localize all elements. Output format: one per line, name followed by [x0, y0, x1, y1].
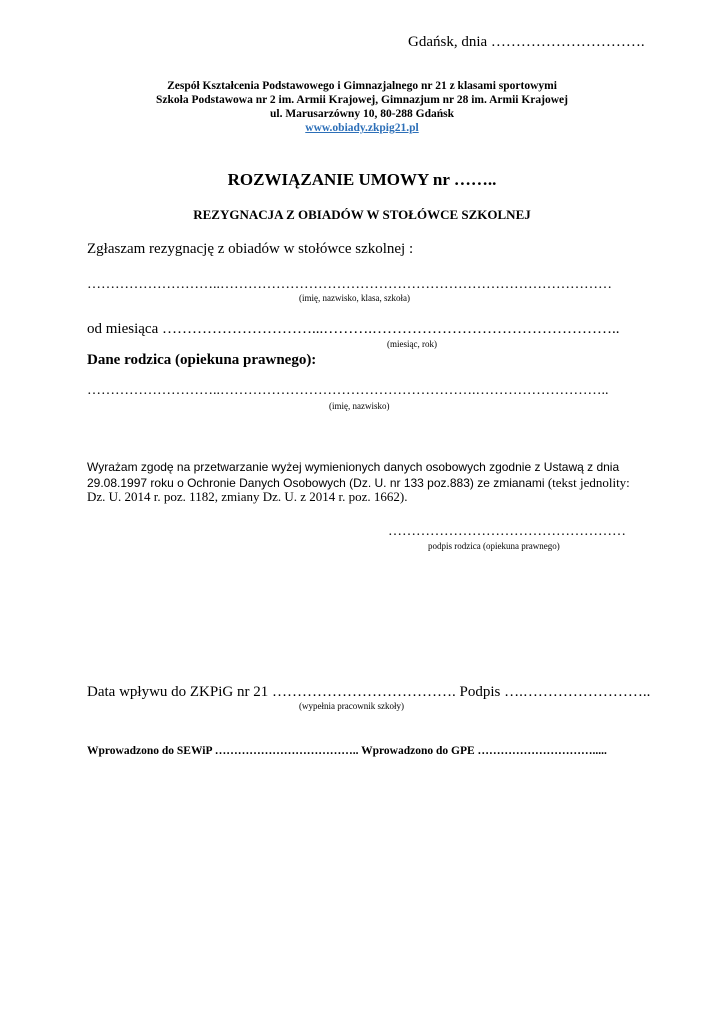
- school-address: ul. Marusarzówny 10, 80-288 Gdańsk: [269, 108, 455, 120]
- consent-line-3: Dz. U. 2014 r. poz. 1182, zmiany Dz. U. z 2014 r. poz. 1662).: [87, 489, 408, 504]
- consent-line-2a: 29.08.1997 roku o Ochronie Danych Osobowych (Dz. U. nr 133 poz.883) ze zmianami: [87, 476, 545, 490]
- student-data-field[interactable]: ………………………..…………………………………………………………………………: [87, 277, 612, 292]
- parent-heading: Dane rodzica (opiekuna prawnego):: [87, 352, 317, 368]
- receipt-caption: (wypełnia pracownik szkoły): [299, 701, 404, 711]
- school-website-link[interactable]: www.obiady.zkpig21.pl: [305, 122, 419, 134]
- page-title: ROZWIĄZANIE UMOWY nr ……..: [227, 170, 497, 189]
- parent-signature-caption: podpis rodzica (opiekuna prawnego): [428, 541, 560, 551]
- parent-signature-field[interactable]: ……………………………………………: [388, 524, 626, 539]
- consent-line-2b: (tekst jednolity:: [544, 475, 630, 490]
- month-caption: (miesiąc, rok): [387, 339, 437, 349]
- date-line: Gdańsk, dnia ………………………….: [408, 34, 645, 50]
- school-subunits: Szkoła Podstawowa nr 2 im. Armii Krajowej, Gimnazjum nr 28 im. Armii Krajowej: [156, 94, 568, 106]
- page-subtitle: REZYGNACJA Z OBIADÓW W STOŁÓWCE SZKOLNEJ: [193, 207, 531, 222]
- parent-name-field[interactable]: ………………………..……………………………………………….………………………..: [87, 383, 609, 398]
- receipt-date-field[interactable]: Data wpływu do ZKPiG nr 21 ………………………………. Podpis ….……………………..: [87, 684, 651, 700]
- month-field[interactable]: od miesiąca …………………………...……….…………………………………………..: [87, 321, 620, 337]
- student-data-caption: (imię, nazwisko, klasa, szkoła): [299, 293, 410, 303]
- consent-line-1: Wyrażam zgodę na przetwarzanie wyżej wymienionych danych osobowych zgodnie z Ustawą z dnia: [87, 460, 620, 474]
- school-name: Zespół Kształcenia Podstawowego i Gimnazjalnego nr 21 z klasami sportowymi: [167, 80, 557, 92]
- resignation-label: Zgłaszam rezygnację z obiadów w stołówce szkolnej :: [87, 241, 414, 257]
- parent-name-caption: (imię, nazwisko): [329, 401, 390, 411]
- entered-systems-line: Wprowadzono do SEWiP ……………………………….. Wprowadzono do GPE ………………………….....: [87, 745, 607, 757]
